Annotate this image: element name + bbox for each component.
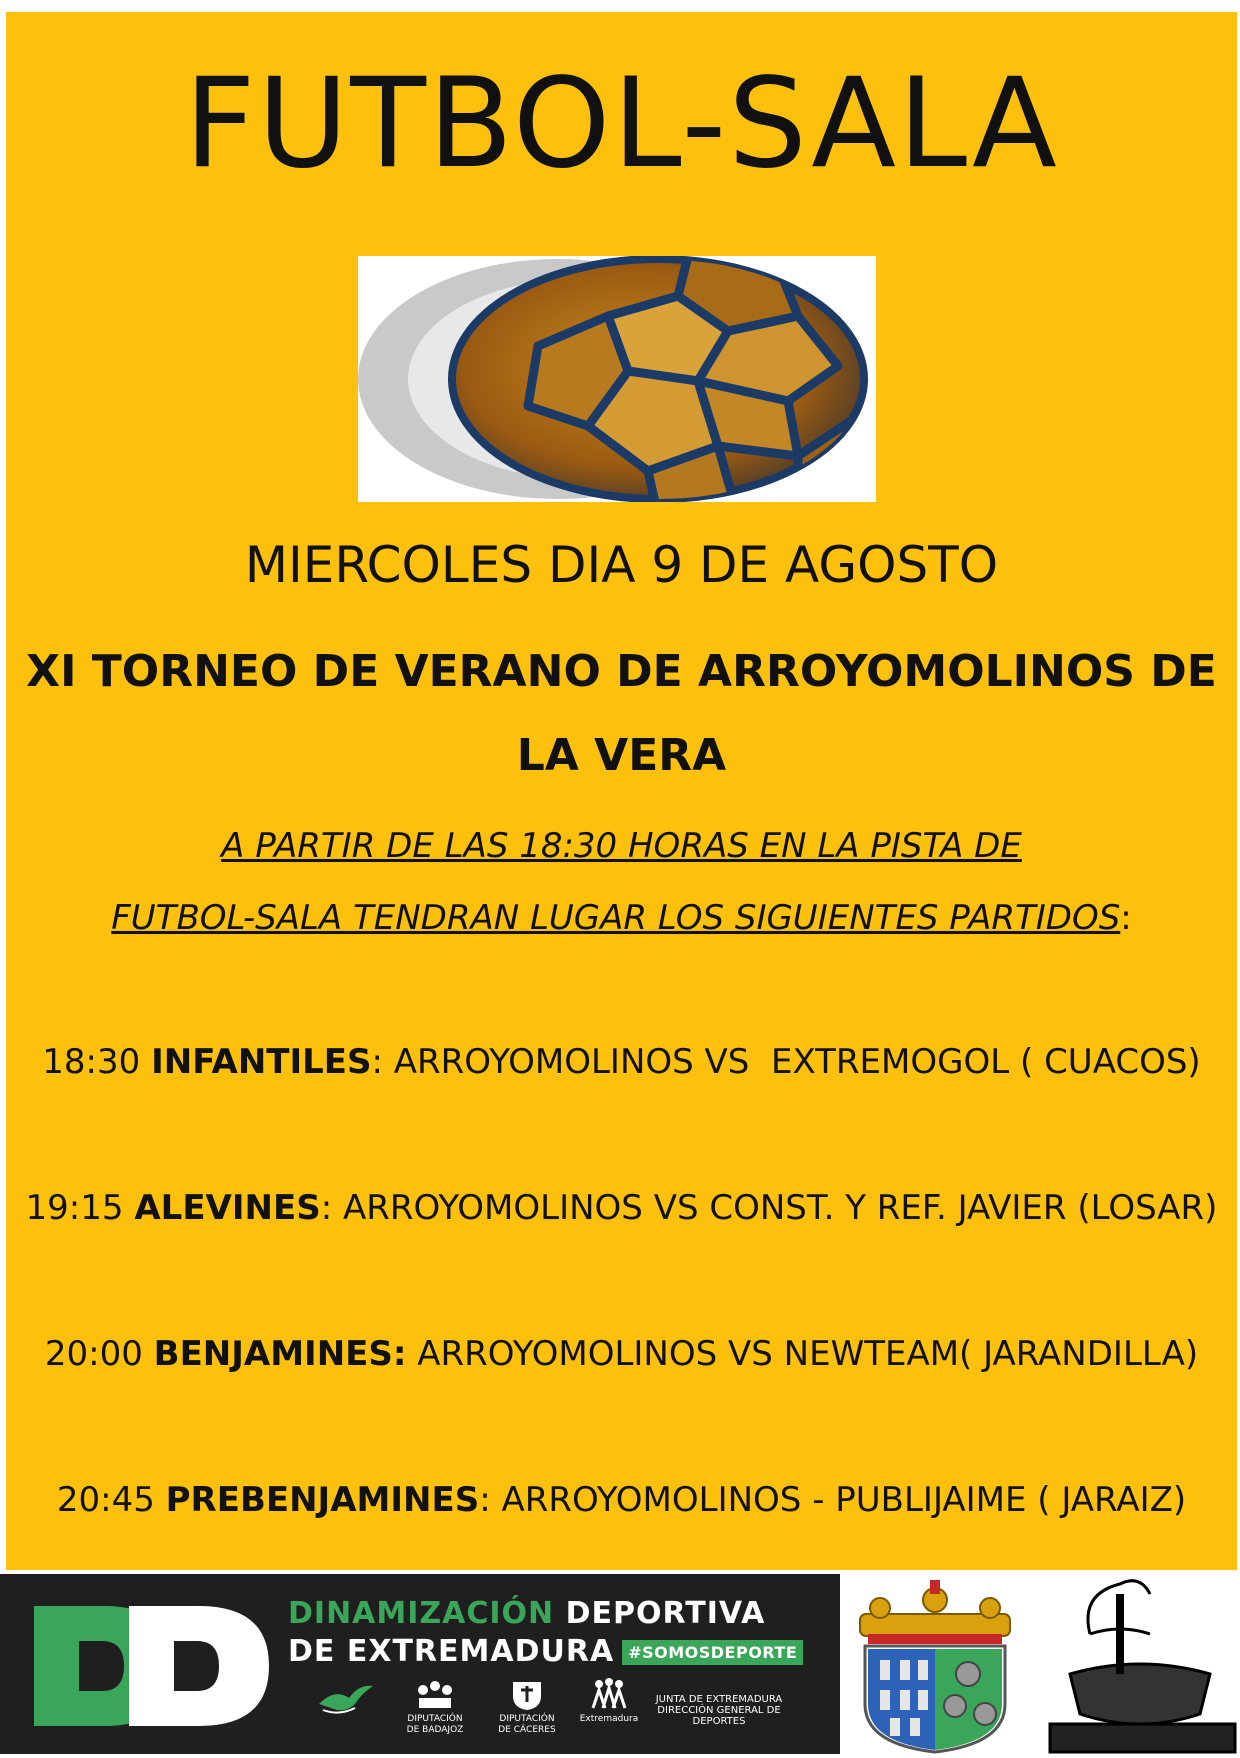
match-teams: ARROYOMOLINOS VS CONST. Y REF. JAVIER (LOSAR) (342, 1188, 1218, 1228)
coat-of-arms-icon (840, 1574, 1240, 1754)
match-row (6, 1480, 1237, 1520)
match-time: 20:45 (56, 1480, 155, 1520)
match-teams: ARROYOMOLINOS VS NEWTEAM( JARANDILLA) (417, 1334, 1199, 1374)
match-teams: ARROYOMOLINOS VS EXTREMOGOL ( CUACOS) (393, 1042, 1201, 1082)
intro-line-2: FUTBOL-SALA TENDRAN LUGAR LOS SIGUIENTES PARTIDOS (111, 898, 1121, 938)
bird-logo-icon (315, 1678, 375, 1718)
brand-title (288, 1596, 765, 1631)
match-teams: ARROYOMOLINOS - PUBLIJAIME ( JARAIZ) (501, 1480, 1187, 1520)
sponsor-label: Extremadura (579, 1714, 639, 1724)
match-row (6, 1188, 1237, 1228)
brand-region: DE EXTREMADURA (288, 1634, 615, 1669)
match-time: 20:00 (44, 1334, 143, 1374)
brand-word-white: DEPORTIVA (565, 1596, 766, 1631)
municipal-emblems (840, 1574, 1240, 1754)
intro-line-1: A PARTIR DE LAS 18:30 HORAS EN LA PISTA DE (221, 826, 1022, 866)
sponsor-label: DIPUTACIÓN DE CÁCERES (498, 1714, 556, 1735)
ball-image (358, 256, 876, 502)
intro-colon: : (1120, 898, 1132, 938)
sponsor-label: DIPUTACIÓN DE BADAJOZ (406, 1714, 464, 1735)
match-separator: : (320, 1188, 333, 1228)
match-row (6, 1334, 1237, 1374)
poster-title: FUTBOL-SALA (184, 52, 1059, 196)
futsal-ball-icon (358, 256, 876, 502)
intro-text-continued (6, 898, 1237, 938)
sponsor-label: JUNTA DE EXTREMADURA DIRECCIÓN GENERAL DE DEPORTES (655, 1694, 783, 1727)
poster (6, 12, 1237, 1570)
match-category: ALEVINES (134, 1188, 321, 1228)
match-time: 18:30 (42, 1042, 141, 1082)
sponsor-bird (310, 1678, 380, 1718)
diputacion-badajoz-icon (413, 1678, 457, 1712)
match-time: 19:15 (25, 1188, 124, 1228)
sponsor-caceres (484, 1678, 570, 1736)
hashtag-badge: #SOMOSDEPORTE (622, 1640, 803, 1665)
match-category: PREBENJAMINES (165, 1480, 480, 1520)
sponsor-junta (644, 1692, 794, 1727)
intro-text (6, 826, 1237, 866)
match-category: BENJAMINES: (153, 1334, 407, 1374)
tournament-title: XI TORNEO DE VERANO DE ARROYOMOLINOS DE (26, 646, 1217, 697)
brand-subtitle (288, 1634, 803, 1669)
dd-logo-icon (24, 1596, 284, 1736)
sponsor-extremadura (574, 1678, 644, 1725)
extremadura-people-icon (589, 1678, 629, 1712)
match-category: INFANTILES (151, 1042, 372, 1082)
match-row (6, 1042, 1237, 1082)
diputacion-caceres-icon (507, 1678, 547, 1712)
tournament-title-continued: LA VERA (516, 730, 727, 781)
brand-word-green: DINAMIZACIÓN (288, 1596, 555, 1631)
match-separator: : (479, 1480, 491, 1520)
match-separator: : (371, 1042, 383, 1082)
sponsor-banner (0, 1574, 840, 1754)
sponsor-badajoz (392, 1678, 478, 1736)
event-date: MIERCOLES DIA 9 DE AGOSTO (244, 536, 999, 594)
